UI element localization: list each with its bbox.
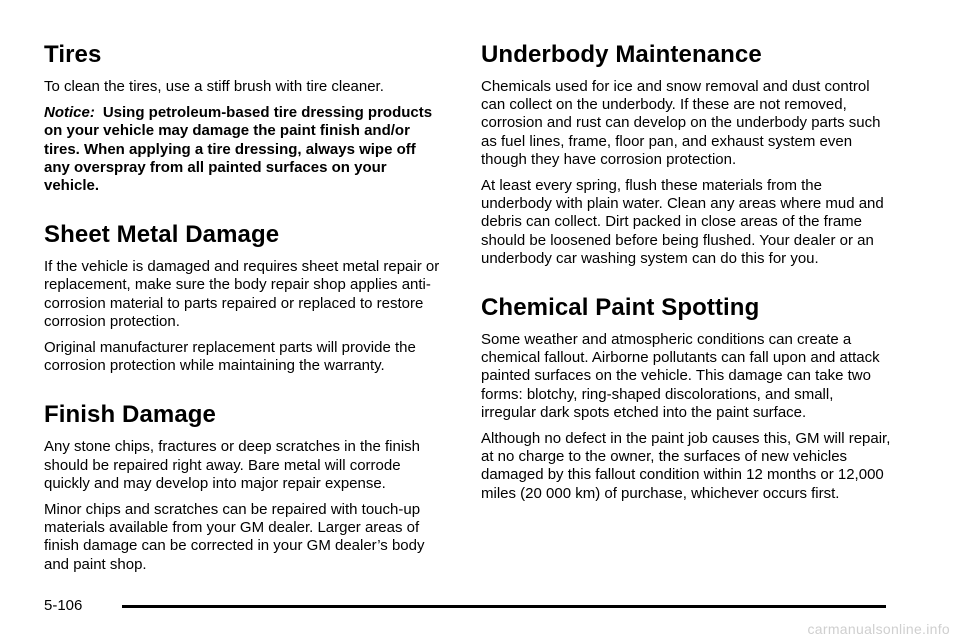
section-sheet-metal-damage [44, 220, 444, 375]
sheet-metal-paragraph-1: If the vehicle is damaged and requires sheet metal repair or replacement, make sure the body repair shop applies anti-corrosion material to parts repaired or replaced to restore corrosion protection. [44, 258, 440, 330]
heading-tires: Tires [44, 41, 102, 68]
underbody-paragraph-2: At least every spring, flush these materials from the underbody with plain water. Clean any areas where mud and debris can collect. Dirt packed in close areas of the frame should be loosened before being flushed. Your dealer or an underbody car washing system can do this for you. [481, 177, 884, 267]
section-underbody-maintenance [481, 40, 891, 268]
section-tires [44, 40, 444, 195]
page-number: 5-106 [44, 597, 83, 614]
finish-damage-paragraph-2: Minor chips and scratches can be repaired with touch-up materials available from your GM dealer. Larger areas of finish damage can be corrected in your GM dealer’s body and paint shop. [44, 501, 425, 573]
heading-finish-damage: Finish Damage [44, 401, 217, 429]
heading-chemical-paint-spotting: Chemical Paint Spotting [481, 294, 760, 322]
tires-notice [44, 104, 444, 195]
watermark: carmanualsonline.info [807, 621, 950, 637]
section-chemical-paint-spotting [481, 293, 891, 503]
heading-underbody-maintenance: Underbody Maintenance [481, 41, 762, 68]
chemical-paint-paragraph-2: Although no defect in the paint job causes this, GM will repair, at no charge to the owner, the surfaces of new vehicles damaged by this fallout condition within 12 months or 12,000 miles (20 000 km) of purchase, whichever occurs first. [481, 430, 891, 502]
chemical-paint-paragraph-1: Some weather and atmospheric conditions can create a chemical fallout. Airborne pollutants can fall upon and attack painted surfaces on the vehicle. This damage can take two forms: blotchy, ring-shaped discolorations, and small, irregular dark spots etched into the paint surface. [481, 331, 880, 421]
section-finish-damage [44, 400, 444, 573]
right-column [481, 40, 891, 528]
sheet-metal-paragraph-2: Original manufacturer replacement parts will provide the corrosion protection while maintaining the warranty. [44, 339, 416, 375]
notice-label: Notice: [44, 104, 95, 122]
notice-text: Using petroleum-based tire dressing products on your vehicle may damage the paint finish and/or tires. When applying a tire dressing, always wipe off any overspray from all painted surfaces on your vehicle. [44, 104, 433, 195]
tires-paragraph: To clean the tires, use a stiff brush with tire cleaner. [44, 78, 384, 95]
left-column [44, 40, 444, 599]
finish-damage-paragraph-1: Any stone chips, fractures or deep scratches in the finish should be repaired right away. Bare metal will corrode quickly and may develop into major repair expense. [44, 438, 421, 492]
underbody-paragraph-1: Chemicals used for ice and snow removal and dust control can collect on the underbody. If these are not removed, corrosion and rust can develop on the underbody parts such as fuel lines, frame, floor pan, and exhaust system even though they have corrosion protection. [481, 78, 881, 168]
heading-sheet-metal-damage: Sheet Metal Damage [44, 221, 280, 249]
footer-divider [122, 605, 886, 608]
